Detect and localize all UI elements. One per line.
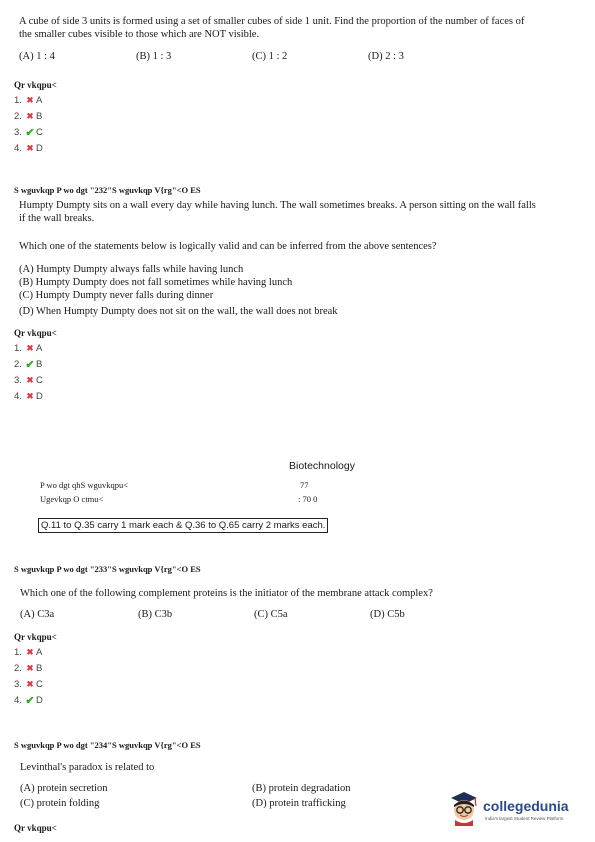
q3-option-d: (D) C5b — [370, 609, 405, 620]
check-icon: ✔ — [25, 694, 35, 707]
section-marks-label: Ugevkqp O ctmu< — [40, 494, 104, 504]
q1-answer-3: 3. ✔ C — [14, 126, 43, 139]
q3-header: S wguvkqp P wo dgt "233"S wguvkqp V{rg"<O ES — [14, 564, 201, 574]
cross-icon: ✖ — [26, 374, 34, 385]
q2-option-b: (B) Humpty Dumpty does not fall sometimes while having lunch — [19, 277, 293, 288]
question-2-text: Humpty Dumpty sits on a wall every day while having lunch. The wall sometimes breaks. A person sitting on the wall falls if the wall breaks. — [19, 200, 536, 224]
question-4-text: Levinthal's paradox is related to — [20, 762, 155, 773]
q1-answer-list — [14, 92, 43, 156]
logo-tagline: India's largest Student Review Platform — [485, 816, 564, 821]
section-title: Biotechnology — [289, 460, 355, 472]
check-icon: ✔ — [25, 126, 35, 139]
q3-answer-2: 2. ✖ B — [14, 662, 43, 674]
q1-option-d: (D) 2 : 3 — [368, 51, 404, 62]
q2-answer-4: 4. ✖ D — [14, 390, 43, 402]
q2-options-label: Qr vkqpu< — [14, 328, 57, 338]
q1-option-b: (B) 1 : 3 — [136, 51, 172, 62]
q3-answer-4: 4. ✔ D — [14, 694, 43, 707]
q3-option-b: (B) C3b — [138, 609, 173, 620]
cross-icon: ✖ — [26, 678, 34, 689]
q1-answer-2: 2. ✖ B — [14, 110, 43, 122]
q1-options-label: Qr vkqpu< — [14, 80, 57, 90]
q4-options-label: Qr vkqpu< — [14, 823, 57, 833]
section-marks-value: : 70 0 — [298, 494, 318, 504]
q3-answer-1: 1. ✖ A — [14, 646, 43, 658]
q1-option-a: (A) 1 : 4 — [19, 51, 55, 62]
q1-option-c: (C) 1 : 2 — [252, 51, 288, 62]
q2-option-d: (D) When Humpty Dumpty does not sit on the wall, the wall does not break — [19, 306, 338, 317]
cross-icon: ✖ — [26, 142, 34, 153]
marks-note: Q.11 to Q.35 carry 1 mark each & Q.36 to Q.65 carry 2 marks each. — [38, 518, 328, 533]
cross-icon: ✖ — [26, 342, 34, 353]
question-3-text: Which one of the following complement proteins is the initiator of the membrane attack complex? — [20, 588, 433, 599]
q3-answer-list — [14, 644, 43, 708]
q3-option-c: (C) C5a — [254, 609, 288, 620]
q2-answer-list — [14, 340, 43, 404]
number-of-questions-label: P wo dgt qhS wguvkqpu< — [40, 480, 129, 490]
q4-option-c: (C) protein folding — [20, 798, 100, 809]
q2-answer-1: 1. ✖ A — [14, 342, 43, 354]
q3-answer-3: 3. ✖ C — [14, 678, 43, 690]
q4-option-b: (B) protein degradation — [252, 783, 351, 794]
logo-text: collegedunia — [483, 798, 569, 814]
cross-icon: ✖ — [26, 662, 34, 673]
number-of-questions-value: 77 — [300, 480, 309, 490]
q3-options-label: Qr vkqpu< — [14, 632, 57, 642]
q4-option-a: (A) protein secretion — [20, 783, 108, 794]
q4-header: S wguvkqp P wo dgt "234"S wguvkqp V{rg"<O ES — [14, 740, 201, 750]
cross-icon: ✖ — [26, 94, 34, 105]
q3-option-a: (A) C3a — [20, 609, 55, 620]
check-icon: ✔ — [25, 358, 35, 371]
q2-answer-2: 2. ✔ B — [14, 358, 43, 371]
mascot-icon — [447, 788, 481, 826]
q4-option-d: (D) protein trafficking — [252, 798, 346, 809]
question-1-text: A cube of side 3 units is formed using a set of smaller cubes of side 1 unit. Find the proportion of the number of faces of the smaller cubes visible to those which are NOT visible. — [19, 16, 525, 40]
q1-answer-4: 4. ✖ D — [14, 142, 43, 154]
cross-icon: ✖ — [26, 646, 34, 657]
q2-option-a: (A) Humpty Dumpty always falls while having lunch — [19, 264, 244, 275]
q2-option-c: (C) Humpty Dumpty never falls during dinner — [19, 290, 214, 301]
collegedunia-logo — [447, 788, 592, 828]
question-2-prompt: Which one of the statements below is logically valid and can be inferred from the above sentences? — [19, 241, 437, 252]
q2-header: S wguvkqp P wo dgt "232"S wguvkqp V{rg"<O ES — [14, 185, 201, 195]
cross-icon: ✖ — [26, 110, 34, 121]
q2-answer-3: 3. ✖ C — [14, 374, 43, 386]
cross-icon: ✖ — [26, 390, 34, 401]
q1-answer-1: 1. ✖ A — [14, 94, 43, 106]
